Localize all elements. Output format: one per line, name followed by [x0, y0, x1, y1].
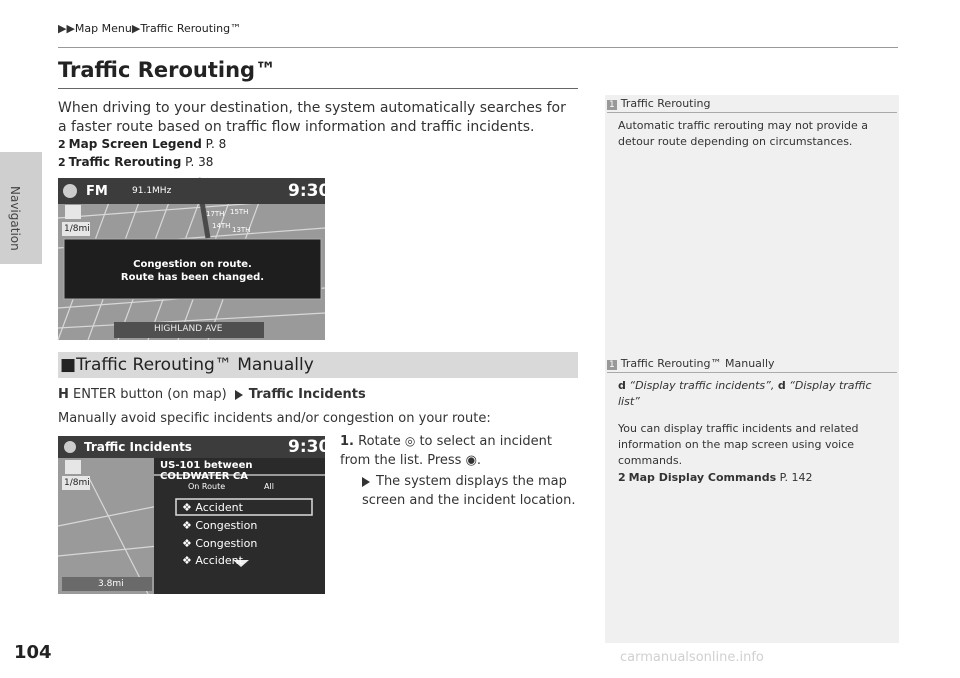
audio-source: FM: [86, 184, 108, 199]
route-segment: US-101 between COLDWATER CA: [160, 460, 253, 482]
road-name: HIGHLAND AVE: [154, 324, 223, 334]
breadcrumb-arrow-icon: ▶: [131, 22, 141, 35]
xref-icon: 2: [58, 138, 66, 151]
page-title: Traffic Rerouting™: [58, 58, 277, 82]
voice-commands: d “Display traffic incidents”, d “Display traffic list”: [618, 379, 872, 408]
filter-all[interactable]: All: [264, 482, 274, 491]
note-divider: [607, 112, 897, 113]
title-underline: [58, 88, 578, 89]
xref-map-display-commands[interactable]: 2 Map Display Commands P. 142: [618, 471, 813, 484]
filter-on-route[interactable]: On Route: [188, 482, 226, 491]
street-label: 13TH: [232, 226, 251, 234]
reroute-screenshot: [58, 178, 331, 340]
talk-button-icon: d: [777, 379, 786, 392]
xref-icon: 2: [58, 156, 66, 169]
incident-item[interactable]: ❖ Congestion: [182, 519, 258, 532]
distance: 3.8mi: [98, 579, 124, 589]
street-label: 15TH: [230, 208, 249, 216]
note-body-manual: You can display traffic incidents and related information on the map screen using voice commands.: [618, 422, 859, 467]
enter-button-icon: ◉: [465, 453, 477, 468]
rotate-knob-icon: ◎: [404, 434, 416, 448]
result-arrow-icon: [362, 477, 370, 487]
breadcrumb: [58, 22, 241, 35]
incident-item[interactable]: ❖ Congestion: [182, 537, 258, 550]
breadcrumb-item-map-menu[interactable]: Map Menu: [74, 22, 132, 35]
incident-item[interactable]: ❖ Accident: [182, 501, 243, 514]
path-arrow-icon: [235, 390, 243, 400]
note-heading-rerouting: 1 Traffic Rerouting: [609, 97, 711, 110]
chapter-label: Navigation: [8, 186, 22, 251]
screen-title: Traffic Incidents: [84, 440, 192, 454]
header-divider: [58, 47, 898, 48]
xref-traffic-rerouting[interactable]: 2 Traffic Rerouting P. 38: [58, 155, 214, 169]
page-number: 104: [14, 642, 52, 663]
note-body-rerouting: Automatic traffic rerouting may not provide a detour route depending on circumstances.: [618, 119, 869, 148]
incident-item[interactable]: ❖ Accident: [182, 554, 243, 567]
step-result: The system displays the map screen and the incident location.: [362, 474, 576, 508]
map-scale: 1/8mi: [64, 478, 90, 488]
note-heading-manual: 1 Traffic Rerouting™ Manually: [609, 357, 775, 370]
street-label: 17TH: [206, 210, 225, 218]
breadcrumb-arrow-icon: ▶▶: [58, 22, 75, 35]
radio-frequency: 91.1MHz: [132, 186, 172, 196]
section-marker-icon: ■: [60, 355, 77, 375]
traffic-incidents-screenshot: [58, 436, 331, 594]
street-label: 14TH: [212, 222, 231, 230]
intro-text: When driving to your destination, the system automatically searches for a faster route based on traffic flow information and traffic incidents.: [58, 100, 566, 135]
breadcrumb-item-traffic-rerouting[interactable]: Traffic Rerouting™: [140, 22, 242, 35]
instruction-text: Manually avoid specific incidents and/or congestion on your route:: [58, 411, 491, 426]
xref-map-screen-legend[interactable]: 2 Map Screen Legend P. 8: [58, 137, 227, 151]
home-icon: H: [58, 387, 69, 402]
menu-path: H ENTER button (on map) Traffic Incidents: [58, 387, 366, 402]
clock: 9:30: [288, 181, 331, 201]
section-title: ■Traffic Rerouting™ Manually: [60, 355, 314, 375]
talk-button-icon: d: [618, 379, 626, 392]
clock: 9:30: [288, 437, 331, 457]
reroute-message: Congestion on route. Route has been changed.: [120, 259, 265, 283]
note-divider: [607, 372, 897, 373]
step-1: 1. Rotate ◎ to select an incident from the list. Press ◉.: [340, 434, 552, 468]
map-scale: 1/8mi: [64, 224, 90, 234]
xref-icon: 2: [618, 471, 626, 484]
watermark: carmanualsonline.info: [620, 650, 764, 665]
